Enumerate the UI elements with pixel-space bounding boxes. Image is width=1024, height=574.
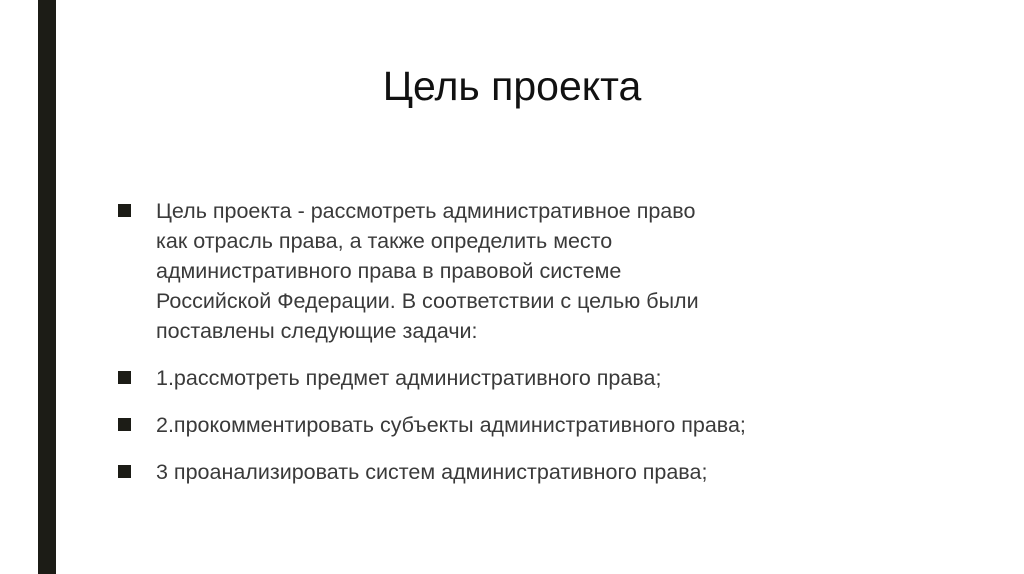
square-bullet-icon — [118, 204, 131, 217]
bullet-text: 3 проанализировать систем административного права; — [156, 460, 708, 484]
list-item — [118, 190, 918, 346]
square-bullet-icon — [118, 371, 131, 384]
list-item — [118, 404, 918, 440]
square-bullet-icon — [118, 465, 131, 478]
list-item — [118, 451, 918, 487]
slide-title: Цель проекта — [382, 63, 642, 109]
list-item — [118, 357, 918, 393]
bullet-text: 2.прокомментировать субъекты административного права; — [156, 413, 746, 437]
bullet-text: Цель проекта - рассмотреть административное право как отрасль права, а также определить место административного права в правовой системе Российской Федерации. В соответствии с целью были поставлены следующие задачи: — [156, 199, 699, 343]
bullet-list — [118, 190, 918, 498]
square-bullet-icon — [118, 418, 131, 431]
bullet-text: 1.рассмотреть предмет административного права; — [156, 366, 662, 390]
